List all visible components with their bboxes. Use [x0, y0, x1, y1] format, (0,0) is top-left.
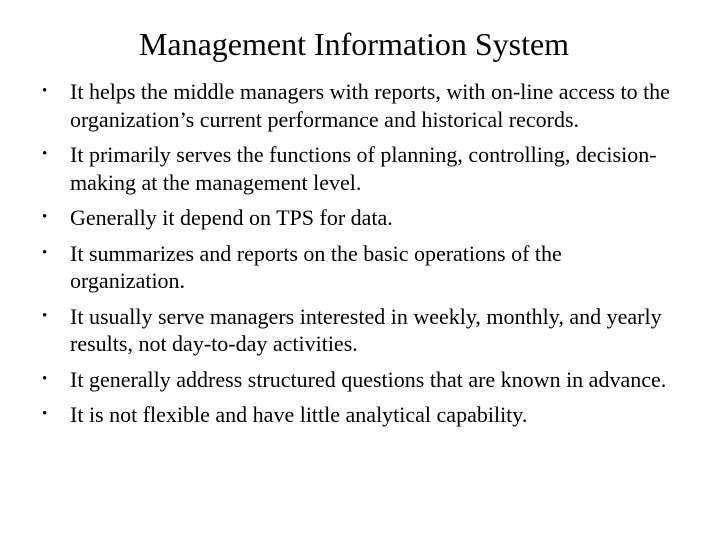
bullet-icon: •	[42, 406, 48, 422]
bullet-item-2	[42, 141, 682, 196]
bullet-item-3	[42, 204, 682, 232]
bullet-item-5	[42, 303, 682, 358]
bullet-icon: •	[42, 307, 48, 324]
slide-title: Management Information System	[138, 26, 570, 62]
bullet-icon: •	[42, 83, 48, 99]
bullet-item-4	[42, 240, 682, 295]
bullet-text: It helps the middle managers with reports, with on-line access to the organization’s current performance and historical records.	[70, 79, 670, 132]
bullet-list	[42, 78, 682, 437]
bullet-text: It summarizes and reports on the basic operations of the organization.	[70, 240, 562, 293]
bullet-icon: •	[42, 244, 48, 261]
bullet-icon: •	[42, 209, 48, 225]
bullet-icon: •	[42, 370, 48, 387]
bullet-text: It usually serve managers interested in weekly, monthly, and yearly results, not day-to-day activities.	[70, 303, 662, 356]
bullet-text: It generally address structured questions that are known in advance.	[70, 366, 667, 392]
bullet-item-7	[42, 401, 682, 429]
bullet-item-6	[42, 366, 682, 394]
bullet-text: It primarily serves the functions of planning, controlling, decision-making at the management level.	[70, 142, 657, 195]
bullet-text: Generally it depend on TPS for data.	[70, 205, 393, 230]
bullet-item-1	[42, 78, 682, 133]
bullet-icon: •	[42, 146, 48, 162]
bullet-text: It is not flexible and have little analytical capability.	[70, 402, 528, 427]
